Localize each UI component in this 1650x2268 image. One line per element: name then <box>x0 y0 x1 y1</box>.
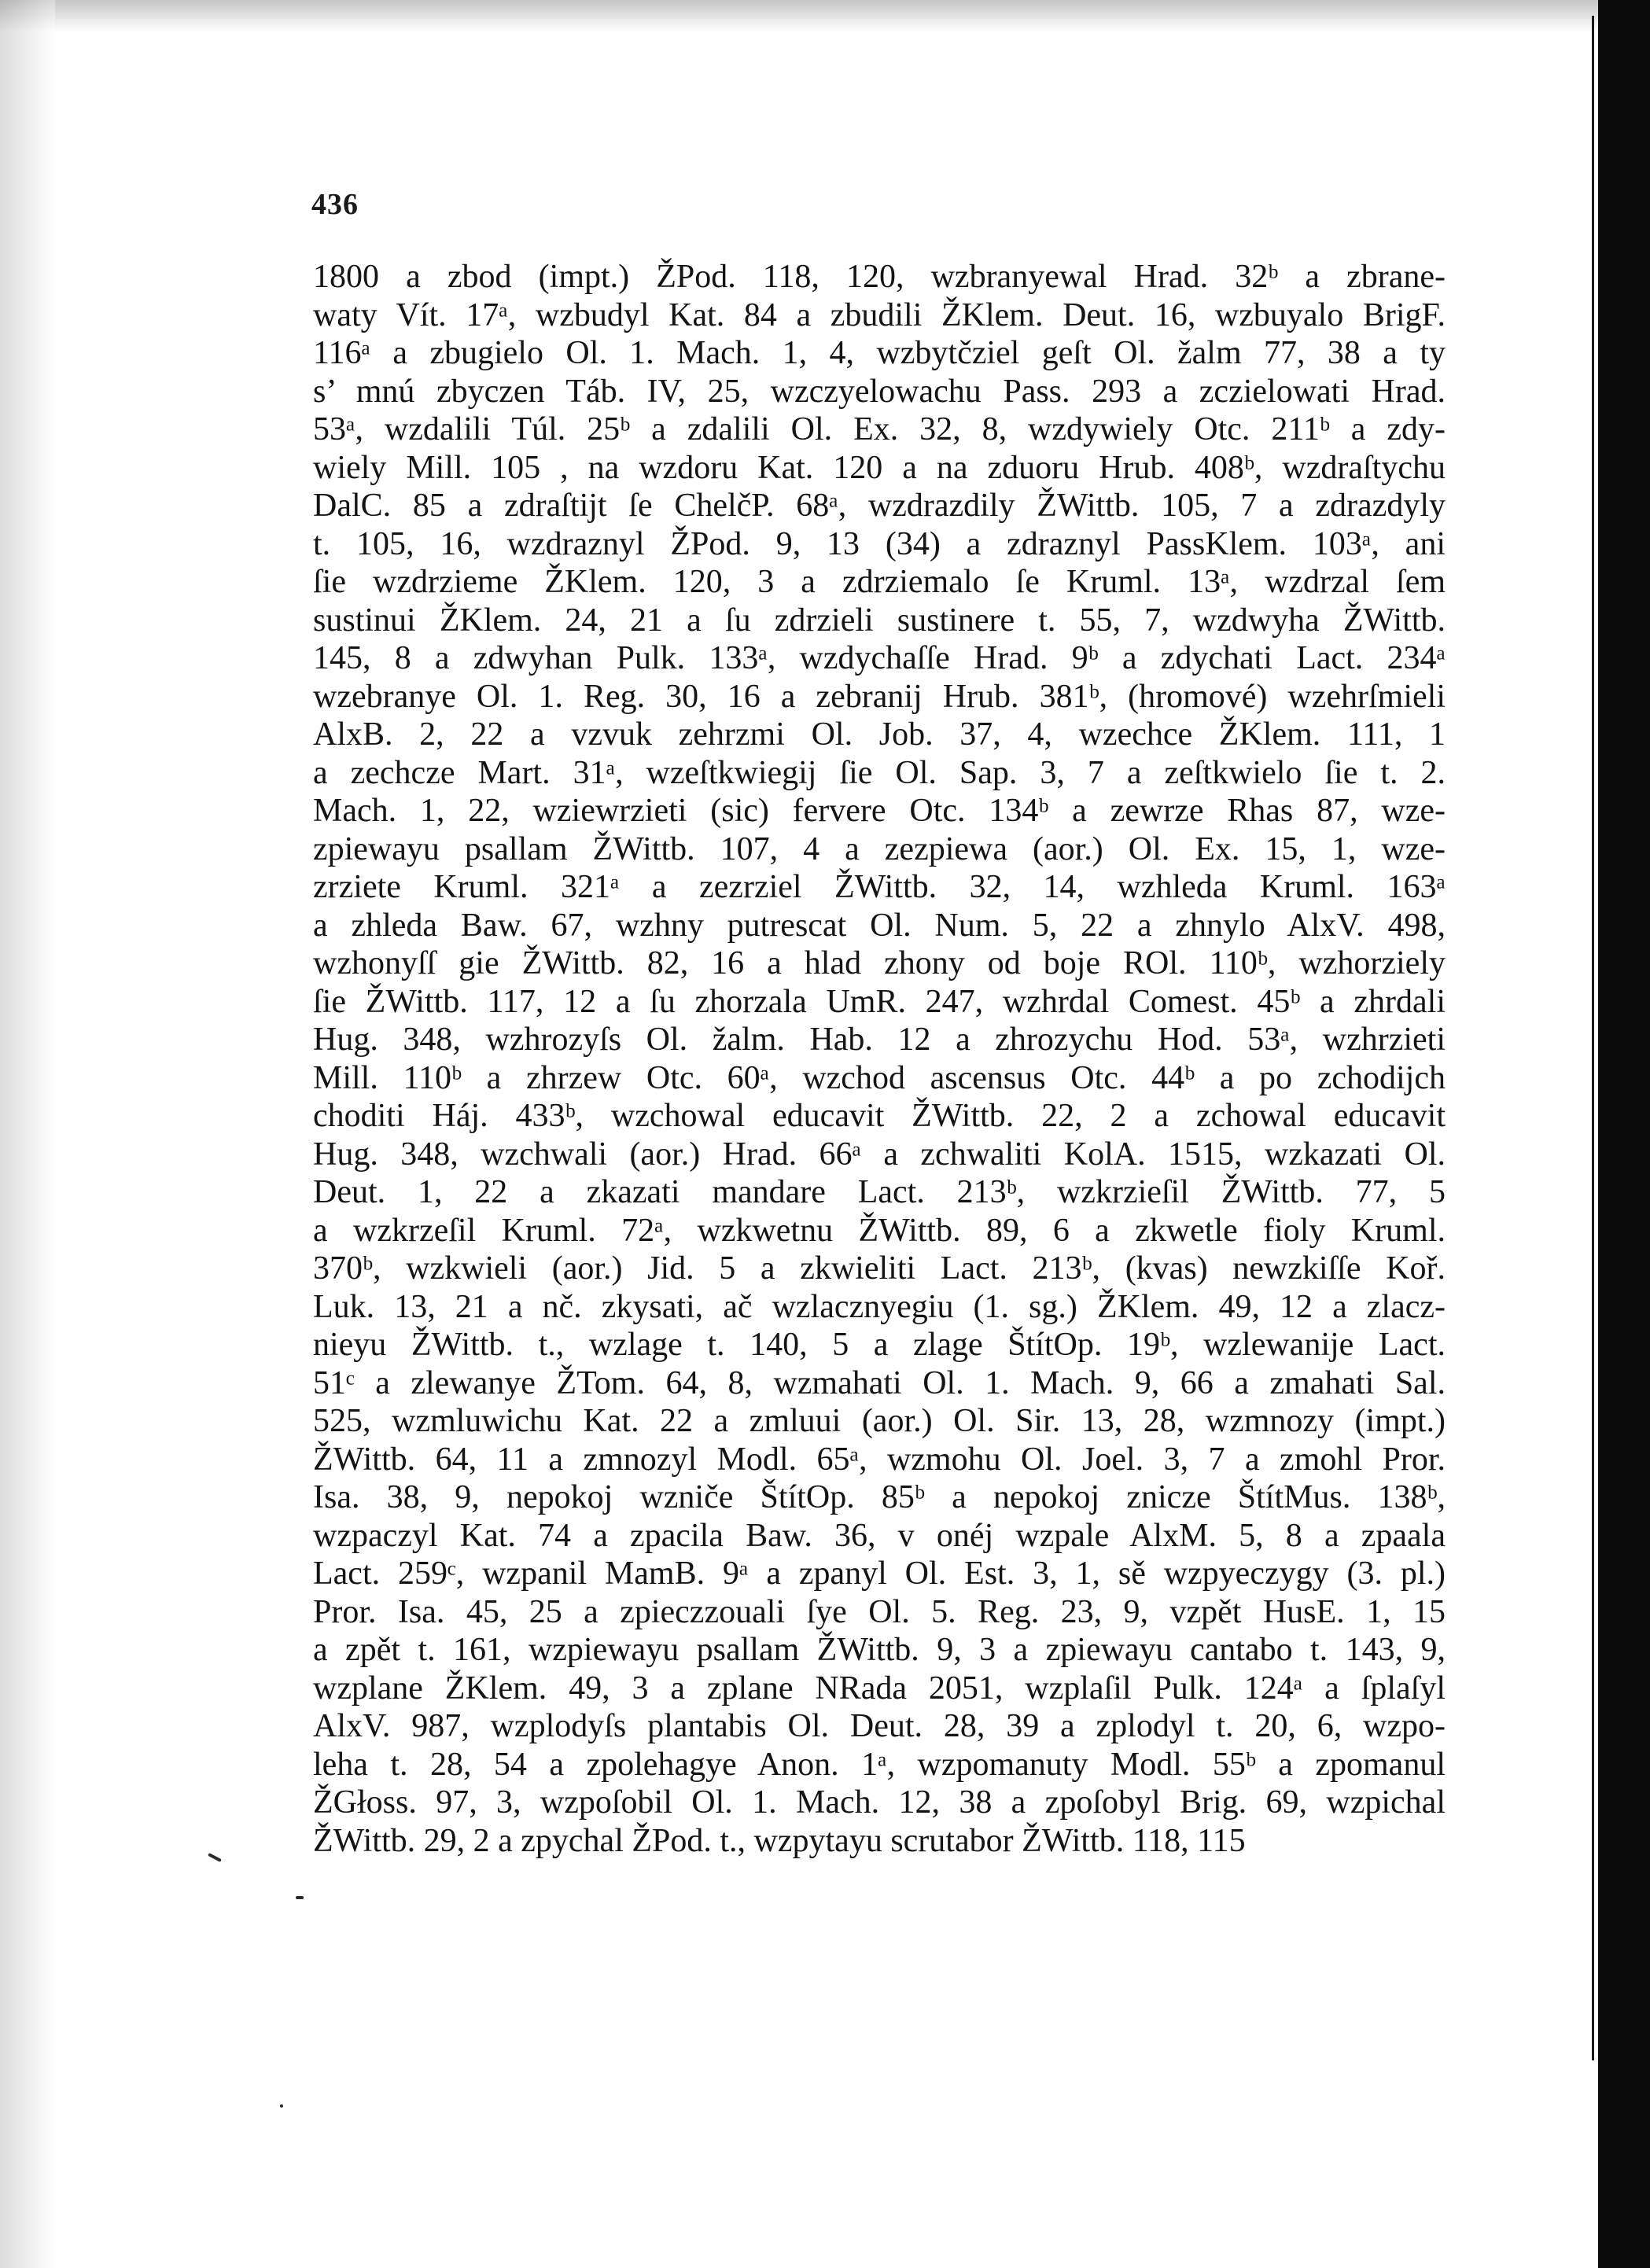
text-line: ſie ŽWittb. 117, 12 a ſu zhorzala UmR. 247, wzhrdal Comest. 45ᵇ a zhrdali <box>313 983 1446 1020</box>
text-line: a zechcze Mart. 31ᵃ, wzeſtkwiegij ſie Ol. Sap. 3, 7 a zeſtkwielo ſie t. 2. <box>313 754 1446 791</box>
text-line: ſie wzdrzieme ŽKlem. 120, 3 a zdrziemalo ſe Kruml. 13ᵃ, wzdrzal ſem <box>313 564 1446 600</box>
text-line: ŽGłoss. 97, 3, wzpoſobil Ol. 1. Mach. 12, 38 a zpoſobyl Brig. 69, wzpichal <box>313 1784 1446 1821</box>
text-line: Isa. 38, 9, nepokoj wzniče ŠtítOp. 85ᵇ a nepokoj znicze ŠtítMus. 138ᵇ, <box>313 1479 1446 1515</box>
text-line: ŽWittb. 29, 2 a zpychal ŽPod. t., wzpytayu scrutabor ŽWittb. 118, 115 <box>313 1822 1246 1859</box>
text-line: Deut. 1, 22 a zkazati mandare Lact. 213ᵇ, wzkrzieſil ŽWittb. 77, 5 <box>313 1174 1446 1210</box>
text-line: 53ᵃ, wzdalili Túl. 25ᵇ a zdalili Ol. Ex. 32, 8, wzdywiely Otc. 211ᵇ a zdy- <box>313 411 1446 447</box>
text-line: 525, wzmluwichu Kat. 22 a zmluui (aor.) Ol. Sir. 13, 28, wzmnozy (impt.) <box>313 1403 1446 1439</box>
scan-top-shadow <box>0 0 1650 31</box>
text-line: AlxB. 2, 22 a vzvuk zehrzmi Ol. Job. 37, 4, wzechce ŽKlem. 111, 1 <box>313 716 1446 753</box>
text-line: 1800 a zbod (impt.) ŽPod. 118, 120, wzbranyewal Hrad. 32ᵇ a zbrane- <box>313 259 1446 295</box>
text-line: ŽWittb. 64, 11 a zmnozyl Modl. 65ᵃ, wzmohu Ol. Joel. 3, 7 a zmohl Pror. <box>313 1441 1446 1478</box>
stray-mark <box>208 1853 222 1862</box>
text-line: zrziete Kruml. 321ᵃ a zezrziel ŽWittb. 32, 14, wzhleda Kruml. 163ᵃ <box>313 869 1446 905</box>
text-line: wzpaczyl Kat. 74 a zpacila Baw. 36, v onéj wzpale AlxM. 5, 8 a zpaala <box>313 1517 1446 1554</box>
text-line: Mach. 1, 22, wziewrzieti (sic) fervere Otc. 134ᵇ a zewrze Rhas 87, wze- <box>313 793 1446 829</box>
text-line: sustinui ŽKlem. 24, 21 a ſu zdrzieli sustinere t. 55, 7, wzdwyha ŽWittb. <box>313 602 1446 639</box>
text-line: a zhleda Baw. 67, wzhny putrescat Ol. Num. 5, 22 a zhnylo AlxV. 498, <box>313 907 1446 944</box>
text-line: 116ᵃ a zbugielo Ol. 1. Mach. 1, 4, wzbytčziel geſt Ol. žalm 77, 38 a ty <box>313 335 1446 371</box>
text-line: t. 105, 16, wzdraznyl ŽPod. 9, 13 (34) a zdraznyl PassKlem. 103ᵃ, ani <box>313 525 1446 562</box>
text-line: wzebranye Ol. 1. Reg. 30, 16 a zebranij Hrub. 381ᵇ, (hromové) wzehrſmieli <box>313 678 1446 715</box>
scan-right-rule <box>1592 16 1594 2060</box>
stray-mark <box>280 2104 283 2108</box>
text-line: s’ mnú zbyczen Táb. IV, 25, wzczyelowachu Pass. 293 a zczielowati Hrad. <box>313 373 1446 410</box>
text-line: nieyu ŽWittb. t., wzlage t. 140, 5 a zlage ŠtítOp. 19ᵇ, wzlewanije Lact. <box>313 1327 1446 1363</box>
text-line: 370ᵇ, wzkwieli (aor.) Jid. 5 a zkwieliti Lact. 213ᵇ, (kvas) newzkiſſe Koř. <box>313 1250 1446 1287</box>
text-line: waty Vít. 17ᵃ, wzbudyl Kat. 84 a zbudili ŽKlem. Deut. 16, wzbuyalo BrigF. <box>313 296 1446 333</box>
scan-right-border <box>1598 0 1650 2268</box>
text-line: wiely Mill. 105 , na wzdoru Kat. 120 a na zduoru Hrub. 408ᵇ, wzdraſtychu <box>313 449 1446 486</box>
text-line: wzhonyſſ gie ŽWittb. 82, 16 a hlad zhony od boje ROl. 110ᵇ, wzhorziely <box>313 945 1446 981</box>
text-line: a wzkrzeſil Kruml. 72ᵃ, wzkwetnu ŽWittb. 89, 6 a zkwetle fioly Kruml. <box>313 1212 1446 1249</box>
text-line: choditi Háj. 433ᵇ, wzchowal educavit ŽWittb. 22, 2 a zchowal educavit <box>313 1098 1446 1134</box>
text-line: leha t. 28, 54 a zpolehagye Anon. 1ᵃ, wzpomanuty Modl. 55ᵇ a zpomanul <box>313 1746 1446 1783</box>
text-line: Hug. 348, wzchwali (aor.) Hrad. 66ᵃ a zchwaliti KolA. 1515, wzkazati Ol. <box>313 1136 1446 1173</box>
dictionary-text-block <box>313 258 1446 1860</box>
stray-mark <box>296 1896 304 1899</box>
text-line: DalC. 85 a zdraſtijt ſe ChelčP. 68ᵃ, wzdrazdily ŽWittb. 105, 7 a zdrazdyly <box>313 488 1446 524</box>
text-line: AlxV. 987, wzplodyſs plantabis Ol. Deut. 28, 39 a zplodyl t. 20, 6, wzpo- <box>313 1708 1446 1744</box>
text-line: Luk. 13, 21 a nč. zkysati, ač wzlacznyegiu (1. sg.) ŽKlem. 49, 12 a zlacz- <box>313 1288 1446 1325</box>
text-line: Lact. 259ᶜ, wzpanil MamB. 9ᵃ a zpanyl Ol. Est. 3, 1, sě wzpyeczygy (3. pl.) <box>313 1556 1446 1592</box>
text-line: Hug. 348, wzhrozyſs Ol. žalm. Hab. 12 a zhrozychu Hod. 53ᵃ, wzhrzieti <box>313 1022 1446 1058</box>
scan-left-shadow <box>0 0 55 2268</box>
text-line: a zpět t. 161, wzpiewayu psallam ŽWittb. 9, 3 a zpiewayu cantabo t. 143, 9, <box>313 1632 1446 1668</box>
text-line: 145, 8 a zdwyhan Pulk. 133ᵃ, wzdychaſſe Hrad. 9ᵇ a zdychati Lact. 234ᵃ <box>313 640 1446 676</box>
text-line: Pror. Isa. 45, 25 a zpieczzouali ſye Ol. 5. Reg. 23, 9, vzpět HusE. 1, 15 <box>313 1593 1446 1630</box>
text-line: zpiewayu psallam ŽWittb. 107, 4 a zezpiewa (aor.) Ol. Ex. 15, 1, wze- <box>313 830 1446 867</box>
text-line: Mill. 110ᵇ a zhrzew Otc. 60ᵃ, wzchod ascensus Otc. 44ᵇ a po zchodijch <box>313 1059 1446 1096</box>
page-number: 436 <box>311 188 359 221</box>
text-line: 51ᶜ a zlewanye ŽTom. 64, 8, wzmahati Ol. 1. Mach. 9, 66 a zmahati Sal. <box>313 1364 1446 1401</box>
text-line: wzplane ŽKlem. 49, 3 a zplane NRada 2051, wzplaſil Pulk. 124ᵃ a ſplaſyl <box>313 1670 1446 1707</box>
